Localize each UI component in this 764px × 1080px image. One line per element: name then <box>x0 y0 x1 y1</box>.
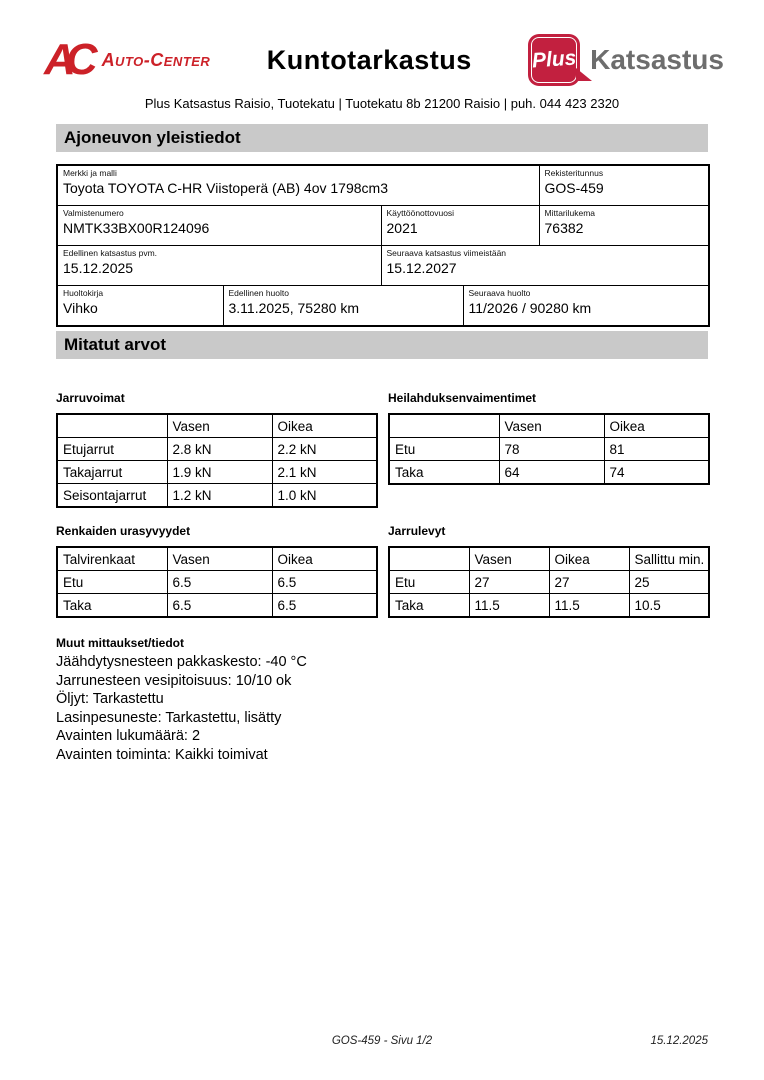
row-label-cell: Seisontajarrut <box>57 484 167 508</box>
brake-discs-title: Jarrulevyt <box>388 524 446 538</box>
field-mittarilukema <box>539 206 709 246</box>
brake-discs-block <box>388 524 708 618</box>
field-value: 76382 <box>544 220 584 236</box>
field-huoltokirja <box>57 286 223 327</box>
section-header-measured: Mitatut arvot <box>56 331 708 359</box>
field-edellinen-katsastus <box>57 246 381 286</box>
value-cell: 27 <box>469 571 549 594</box>
field-seuraava-huolto <box>463 286 709 327</box>
table-row <box>389 571 709 594</box>
station-address: Plus Katsastus Raisio, Tuotekatu | Tuotekatu 8b 21200 Raisio | puh. 044 423 2320 <box>144 96 620 111</box>
table-header-row <box>57 414 377 438</box>
measured-row-1 <box>56 391 708 508</box>
header-cell: Oikea <box>272 547 377 571</box>
table-row <box>57 165 709 206</box>
row-label-cell: Etu <box>389 438 499 461</box>
footer-page-number: GOS-459 - Sivu 1/2 <box>331 1035 433 1047</box>
header-cell <box>57 414 167 438</box>
other-measurements-title: Muut mittaukset/tiedot <box>56 636 184 650</box>
brake-forces-table <box>56 413 378 508</box>
plus-katsastus-logo-icon <box>528 34 724 86</box>
footer-date: 15.12.2025 <box>650 1035 708 1047</box>
value-cell: 1.9 kN <box>167 461 272 484</box>
auto-center-wordmark: Auto-Center <box>101 49 211 70</box>
header-cell: Vasen <box>499 414 604 438</box>
field-value: Vihko <box>63 300 98 316</box>
header-cell: Oikea <box>272 414 377 438</box>
table-header-row <box>57 547 377 571</box>
row-label-cell: Taka <box>389 594 469 618</box>
field-label: Valmistenumero <box>63 208 124 218</box>
field-label: Käyttöönottovuosi <box>386 208 455 218</box>
other-measurement-line: Öljyt: Tarkastettu <box>56 691 164 707</box>
field-value: 3.11.2025, 75280 km <box>228 300 360 316</box>
table-row <box>57 246 709 286</box>
value-cell: 74 <box>604 461 709 485</box>
report-content <box>56 124 708 764</box>
value-cell: 10.5 <box>629 594 709 618</box>
value-cell: 6.5 <box>167 571 272 594</box>
field-label: Mittarilukema <box>544 208 596 218</box>
value-cell: 1.2 kN <box>167 484 272 508</box>
table-row <box>389 438 709 461</box>
field-label: Rekisteritunnus <box>544 168 604 178</box>
field-value: 2021 <box>386 220 418 236</box>
header-cell <box>389 414 499 438</box>
value-cell: 11.5 <box>469 594 549 618</box>
other-measurement-line: Avainten lukumäärä: 2 <box>56 728 201 744</box>
field-value: Toyota TOYOTA C-HR Viistoperä (AB) 4ov 1798cm3 <box>63 180 388 196</box>
value-cell: 1.0 kN <box>272 484 377 508</box>
table-row <box>57 438 377 461</box>
header-cell: Oikea <box>549 547 629 571</box>
table-row <box>57 286 709 327</box>
katsastus-wordmark: Katsastus <box>590 44 724 75</box>
field-seuraava-katsastus <box>381 246 709 286</box>
measured-row-2 <box>56 524 708 618</box>
header-cell: Sallittu min. <box>629 547 709 571</box>
page-title: Kuntotarkastus <box>266 44 472 75</box>
table-row <box>389 594 709 618</box>
field-label: Edellinen katsastus pvm. <box>63 248 158 258</box>
other-measurement-line: Jarrunesteen vesipitoisuus: 10/10 ok <box>56 672 292 689</box>
section-header-general: Ajoneuvon yleistiedot <box>56 124 708 152</box>
tire-depths-title: Renkaiden urasyvyydet <box>56 524 191 538</box>
table-row <box>57 484 377 508</box>
other-measurements-block <box>56 636 708 764</box>
row-label-cell: Etu <box>57 571 167 594</box>
shock-absorbers-table <box>388 413 710 485</box>
plus-badge-icon <box>528 34 580 86</box>
plus-badge-text: Plus <box>531 46 578 73</box>
speech-tail-icon <box>576 68 592 81</box>
field-label: Edellinen huolto <box>228 288 289 298</box>
other-measurement-line: Avainten toiminta: Kaikki toimivat <box>56 746 268 763</box>
shock-absorbers-block <box>388 391 708 508</box>
table-row <box>57 571 377 594</box>
auto-center-logo-icon <box>44 35 211 84</box>
brake-forces-title: Jarruvoimat <box>56 391 125 405</box>
value-cell: 64 <box>499 461 604 485</box>
other-measurement-line: Jäähdytysnesteen pakkaskesto: -40 °C <box>56 654 307 670</box>
report-header <box>0 0 764 86</box>
tire-depths-table <box>56 546 378 618</box>
row-label-cell: Taka <box>57 594 167 618</box>
value-cell: 81 <box>604 438 709 461</box>
header-cell: Oikea <box>604 414 709 438</box>
field-rekisteritunnus <box>539 165 709 206</box>
row-label-cell: Etu <box>389 571 469 594</box>
value-cell: 2.2 kN <box>272 438 377 461</box>
header-cell: Vasen <box>469 547 549 571</box>
table-row <box>57 594 377 618</box>
table-row <box>57 206 709 246</box>
value-cell: 6.5 <box>272 594 377 618</box>
table-row <box>389 461 709 485</box>
field-value: 11/2026 / 90280 km <box>468 300 592 316</box>
row-label-cell: Takajarrut <box>57 461 167 484</box>
value-cell: 11.5 <box>549 594 629 618</box>
header-cell: Vasen <box>167 414 272 438</box>
value-cell: 27 <box>549 571 629 594</box>
brake-discs-table <box>388 546 710 618</box>
other-measurement-line: Lasinpesuneste: Tarkastettu, lisätty <box>56 709 282 726</box>
value-cell: 2.8 kN <box>167 438 272 461</box>
field-kayttoonottovuosi <box>381 206 539 246</box>
field-merkki <box>57 165 539 206</box>
field-value: GOS-459 <box>544 180 604 196</box>
shock-absorbers-title: Heilahduksenvaimentimet <box>388 391 537 405</box>
field-value: NMTK33BX00R124096 <box>63 220 210 236</box>
field-label: Huoltokirja <box>63 288 104 298</box>
row-label-cell: Etujarrut <box>57 438 167 461</box>
header-cell: Talvirenkaat <box>57 547 167 571</box>
field-edellinen-huolto <box>223 286 463 327</box>
value-cell: 78 <box>499 438 604 461</box>
header-cell <box>389 547 469 571</box>
field-value: 15.12.2025 <box>63 260 134 276</box>
field-valmistenumero <box>57 206 381 246</box>
field-label: Seuraava katsastus viimeistään <box>386 248 507 258</box>
field-value: 15.12.2027 <box>386 260 457 276</box>
auto-center-monogram-icon: AC <box>44 35 88 84</box>
vehicle-info-table <box>56 164 710 327</box>
table-header-row <box>389 547 709 571</box>
header-cell: Vasen <box>167 547 272 571</box>
row-label-cell: Taka <box>389 461 499 485</box>
value-cell: 2.1 kN <box>272 461 377 484</box>
brake-forces-block <box>56 391 376 508</box>
field-label: Merkki ja malli <box>63 168 117 178</box>
tire-depths-block <box>56 524 376 618</box>
value-cell: 25 <box>629 571 709 594</box>
value-cell: 6.5 <box>272 571 377 594</box>
field-label: Seuraava huolto <box>468 288 531 298</box>
table-header-row <box>389 414 709 438</box>
value-cell: 6.5 <box>167 594 272 618</box>
table-row <box>57 461 377 484</box>
